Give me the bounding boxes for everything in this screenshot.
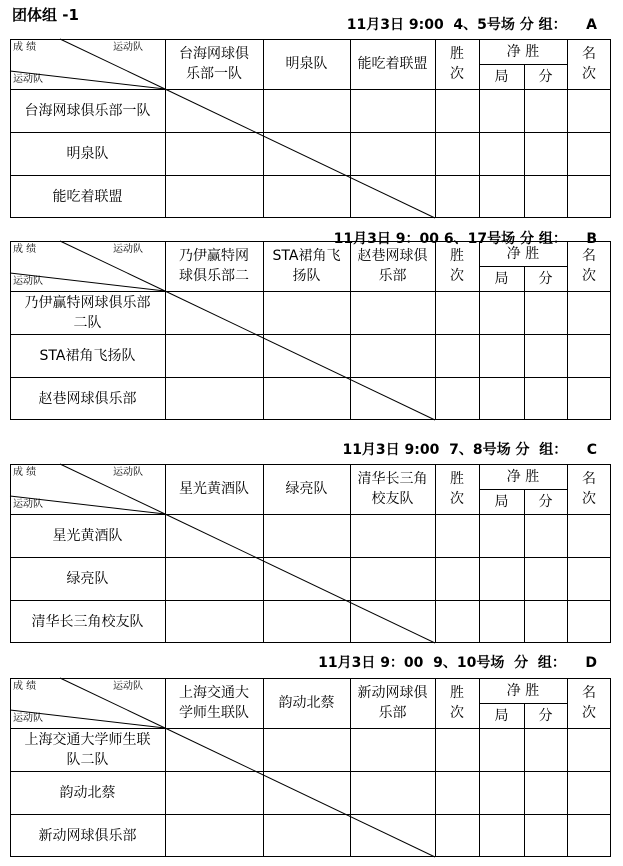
column-team-header: 新动网球俱 乐部 bbox=[357, 685, 428, 721]
corner-team-left-label: 运动队 bbox=[13, 276, 43, 287]
net-games-header: 局 bbox=[494, 270, 509, 287]
score-table bbox=[10, 678, 611, 857]
corner-team-left-label: 运动队 bbox=[13, 499, 43, 510]
net-win-header: 净 胜 bbox=[506, 682, 540, 699]
column-team-header: 星光黄酒队 bbox=[179, 481, 249, 497]
corner-team-top-label: 运动队 bbox=[113, 681, 143, 692]
wins-header: 胜 次 bbox=[450, 471, 464, 507]
net-win-header: 净 胜 bbox=[506, 468, 540, 485]
row-team-label: 清华长三角校友队 bbox=[31, 613, 144, 630]
row-team-label: 台海网球俱乐部一队 bbox=[24, 102, 151, 119]
corner-score-label: 成 绩 bbox=[13, 244, 37, 255]
net-points-header: 分 bbox=[538, 68, 553, 85]
row-team-label: 绿亮队 bbox=[66, 570, 109, 587]
net-games-header: 局 bbox=[494, 707, 509, 724]
net-points-header: 分 bbox=[538, 493, 553, 510]
row-team-label: 韵动北蔡 bbox=[59, 784, 116, 801]
page-title: 团体组 -1 bbox=[12, 6, 79, 24]
net-win-header: 净 胜 bbox=[506, 43, 540, 60]
corner-team-top-label: 运动队 bbox=[113, 244, 143, 255]
column-team-header: 能吃着联盟 bbox=[357, 56, 428, 72]
rank-header: 名 次 bbox=[582, 248, 596, 284]
group-heading: 11月3日 9:00 7、8号场 分 组： C bbox=[342, 442, 597, 458]
corner-team-top-label: 运动队 bbox=[113, 467, 143, 478]
corner-team-left-label: 运动队 bbox=[13, 713, 43, 724]
group-heading: 11月3日 9:00 4、5号场 分 组： A bbox=[346, 17, 597, 33]
group-heading: 11月3日 9：00 6、17号场 分 组： B bbox=[333, 231, 597, 247]
row-team-label: 上海交通大学师生联 队二队 bbox=[24, 731, 151, 768]
row-team-label: 新动网球俱乐部 bbox=[38, 827, 137, 844]
column-team-header: 明泉队 bbox=[285, 56, 328, 72]
column-team-header: 乃伊赢特网 球俱乐部二 bbox=[179, 248, 249, 284]
wins-header: 胜 次 bbox=[450, 248, 464, 284]
corner-team-top-label: 运动队 bbox=[113, 42, 143, 53]
rank-header: 名 次 bbox=[582, 46, 596, 82]
self-diagonal bbox=[165, 514, 435, 643]
row-team-label: 星光黄酒队 bbox=[52, 527, 123, 544]
corner-score-label: 成 绩 bbox=[13, 681, 37, 692]
wins-header: 胜 次 bbox=[450, 685, 464, 721]
column-team-header: 上海交通大 学师生联队 bbox=[179, 685, 249, 721]
column-team-header: 赵巷网球俱 乐部 bbox=[357, 248, 428, 284]
column-team-header: 清华长三角 校友队 bbox=[357, 471, 428, 507]
net-win-header: 净 胜 bbox=[506, 245, 540, 262]
corner-score-label: 成 绩 bbox=[13, 467, 37, 478]
self-diagonal bbox=[165, 89, 435, 218]
corner-team-left-label: 运动队 bbox=[13, 74, 43, 85]
rank-header: 名 次 bbox=[582, 685, 596, 721]
wins-header: 胜 次 bbox=[450, 46, 464, 82]
row-team-label: STA裙角飞扬队 bbox=[39, 347, 136, 364]
row-team-label: 明泉队 bbox=[66, 145, 109, 162]
net-games-header: 局 bbox=[494, 493, 509, 510]
row-team-label: 乃伊赢特网球俱乐部 二队 bbox=[24, 294, 151, 331]
net-games-header: 局 bbox=[494, 68, 509, 85]
row-team-label: 赵巷网球俱乐部 bbox=[38, 390, 137, 407]
rank-header: 名 次 bbox=[582, 471, 596, 507]
row-team-label: 能吃着联盟 bbox=[52, 188, 123, 205]
column-team-header: 台海网球俱 乐部一队 bbox=[179, 46, 249, 82]
score-table bbox=[10, 39, 611, 218]
group-heading: 11月3日 9：00 9、10号场 分 组： D bbox=[318, 655, 597, 671]
self-diagonal bbox=[165, 728, 435, 857]
score-table bbox=[10, 464, 611, 643]
column-team-header: 绿亮队 bbox=[285, 481, 328, 497]
column-team-header: STA裙角飞 扬队 bbox=[272, 248, 341, 284]
self-diagonal bbox=[165, 291, 435, 420]
score-table bbox=[10, 241, 611, 420]
net-points-header: 分 bbox=[538, 270, 553, 287]
corner-score-label: 成 绩 bbox=[13, 42, 37, 53]
net-points-header: 分 bbox=[538, 707, 553, 724]
column-team-header: 韵动北蔡 bbox=[278, 695, 335, 711]
